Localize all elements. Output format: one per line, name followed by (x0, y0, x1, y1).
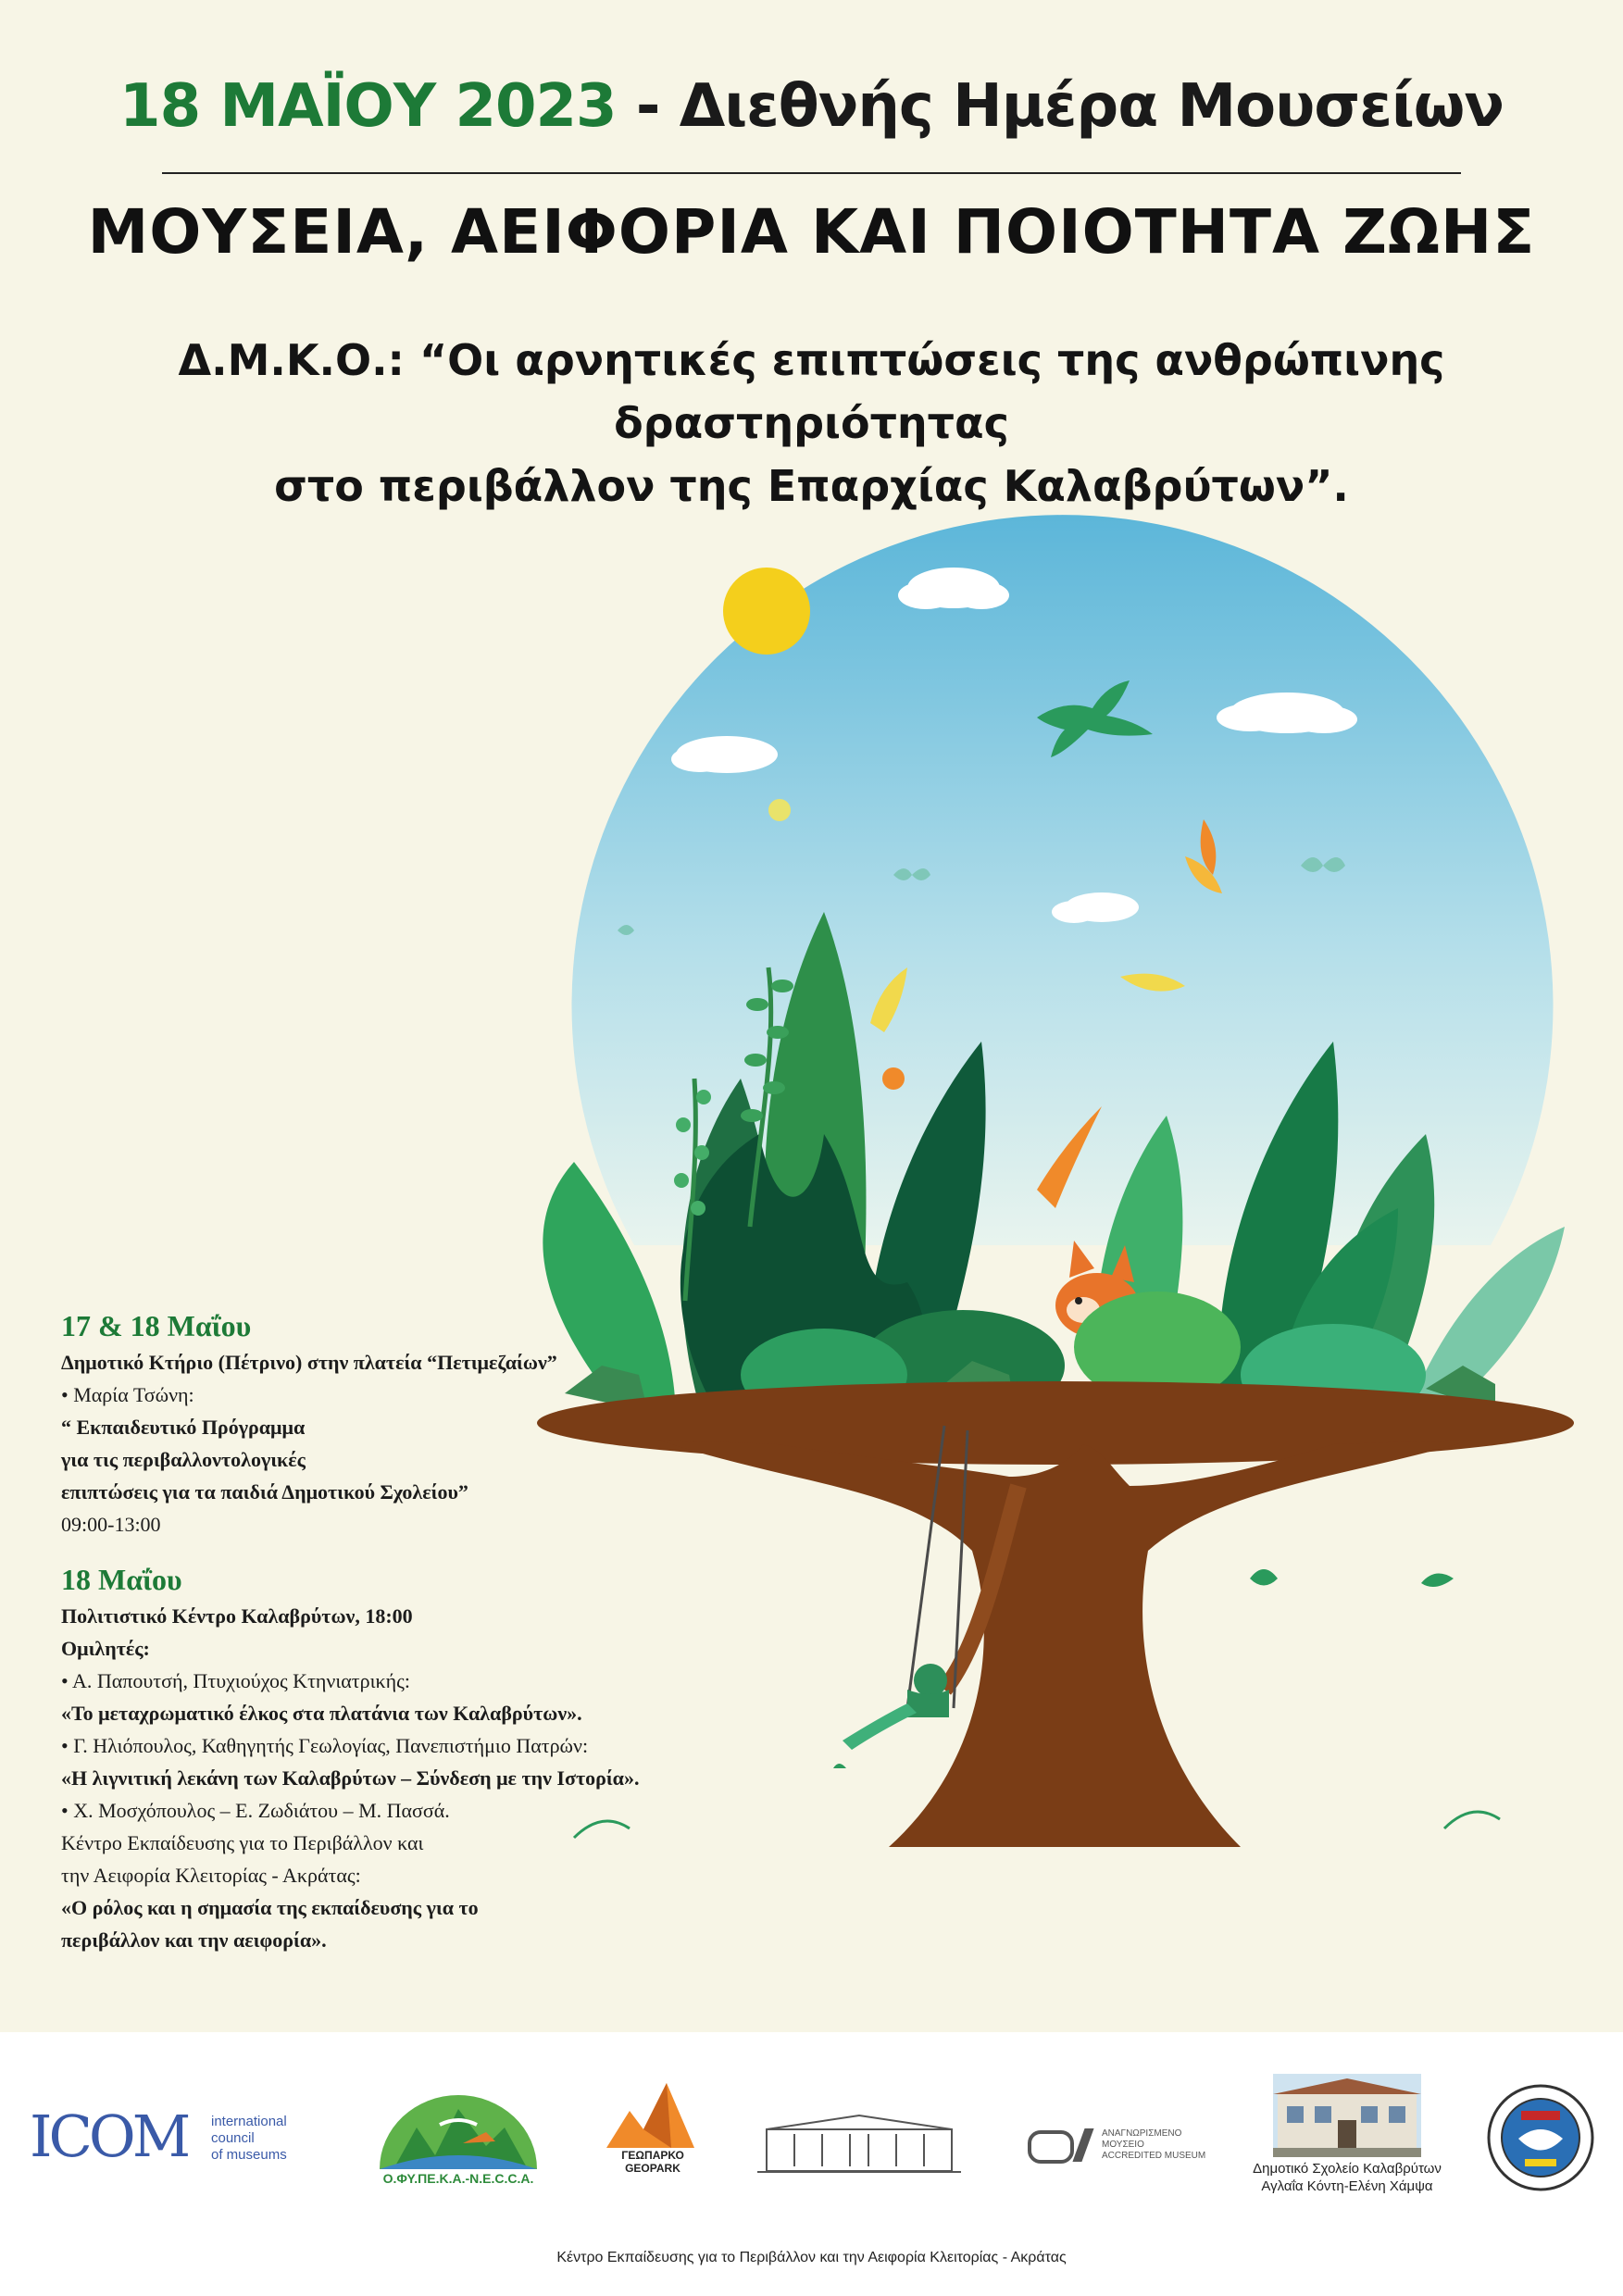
school-logo (1241, 2074, 1454, 2199)
geopark-label-gr: ΓΕΩΠΑΡΚΟ (621, 2149, 684, 2162)
sun-icon (723, 568, 810, 655)
section2-heading: 18 Μαΐου (61, 1563, 182, 1596)
section1-title-line1: “ Εκπαιδευτικό Πρόγραμμα (61, 1416, 306, 1439)
speaker-3: • Χ. Μοσχόπουλος – Ε. Ζωδιάτου – Μ. Πασσά. (61, 1799, 450, 1822)
ofypeka-label: Ο.ΦΥ.ΠΕ.Κ.Α.-Ν.Ε.C.C.A. (382, 2171, 534, 2186)
heading-divider (162, 172, 1461, 174)
section1-title-line3: επιπτώσεις για τα παιδιά Δημοτικού Σχολείου” (61, 1480, 468, 1504)
icom-logo (30, 2103, 307, 2171)
section1-heading: 17 & 18 Μαΐου (61, 1309, 252, 1342)
subtitle-line-2: στο περιβάλλον της Επαρχίας Καλαβρύτων”. (274, 461, 1349, 511)
child-on-swing-icon (843, 1664, 949, 1750)
icom-mark: ICOM (30, 2103, 188, 2170)
subtitle-line-1: Δ.Μ.Κ.Ο.: “Οι αρνητικές επιπτώσεις της ανθρώπινης δραστηριότητας (178, 335, 1445, 448)
leaf-icon (1250, 1569, 1278, 1586)
speakers-label: Ομιλητές: (61, 1637, 150, 1660)
program-schedule (61, 1305, 820, 1956)
geopark-logo (606, 2078, 699, 2190)
speaker-2: • Γ. Ηλιόπουλος, Καθηγητής Γεωλογίας, Πανεπιστήμιο Πατρών: (61, 1734, 589, 1757)
section1-time: 09:00-13:00 (61, 1513, 161, 1536)
accredited-museum-logo (1028, 2125, 1222, 2171)
section1-venue: Δημοτικό Κτήριο (Πέτρινο) στην πλατεία “Πετιμεζαίων” (61, 1351, 557, 1374)
speaker-3-org-line2: την Αειφορία Κλειτορίας - Ακράτας: (61, 1864, 361, 1887)
leaf-icon (833, 1764, 846, 1768)
ofypeka-emblem (375, 2088, 542, 2171)
talk-3-title-line1: «Ο ρόλος και η σημασία της εκπαίδευσης για το (61, 1896, 479, 1919)
icom-text-line2: council (211, 2130, 255, 2146)
bird-icon (1421, 1574, 1454, 1587)
museum-building-logo (757, 2111, 961, 2176)
icom-text-line1: international (211, 2114, 287, 2129)
accredited-museum-mark (1028, 2130, 1074, 2164)
school-name: Δημοτικό Σχολείο Καλαβρύτων (1253, 2161, 1442, 2177)
talk-2-title: «Η λιγνιτική λεκάνη των Καλαβρύτων – Σύνδεση με την Ιστορία». (61, 1766, 640, 1790)
event-date-heading (0, 72, 1623, 141)
section1-title-line2: για τις περιβαλλοντολογικές (61, 1448, 306, 1471)
event-date: 18 ΜΑΪΟΥ 2023 (119, 72, 617, 141)
talk-3-title-line2: περιβάλλον και την αειφορία». (61, 1928, 327, 1952)
school-photo (1273, 2074, 1421, 2157)
speaker-1: • Α. Παπουτσή, Πτυχιούχος Κτηνιατρικής: (61, 1669, 410, 1692)
event-name: - Διεθνής Ημέρα Μουσείων (616, 72, 1504, 141)
museum-label-gr: ΑΝΑΓΝΩΡΙΣΜΕΝΟ ΜΟΥΣΕΙΟ (1102, 2128, 1182, 2150)
section2-venue: Πολιτιστικό Κέντρο Καλαβρύτων, 18:00 (61, 1604, 413, 1628)
geopark-emblem (606, 2078, 699, 2148)
credit-line: Κέντρο Εκπαίδευσης για το Περιβάλλον και την Αειφορία Κλειτορίας - Ακράτας (556, 2250, 1067, 2265)
accredited-museum-stripes (1072, 2128, 1093, 2162)
school-dedication: Αγλαΐα Κόντη-Ελένη Χάμψα (1261, 2178, 1433, 2194)
talk-1-title: «Το μεταχρωματικό έλκος στα πλατάνια των Καλαβρύτων». (61, 1702, 582, 1725)
geopark-label-en: GEOPARK (625, 2162, 680, 2175)
ofypeka-logo (375, 2088, 542, 2190)
association-seal-logo (1486, 2083, 1595, 2192)
speaker-3-org-line1: Κέντρο Εκπαίδευσης για το Περιβάλλον και (61, 1831, 424, 1854)
section1-speaker: • Μαρία Τσώνη: (61, 1383, 194, 1406)
icom-text-line3: of museums (211, 2147, 287, 2163)
museum-label-en: ACCREDITED MUSEUM (1102, 2151, 1206, 2161)
poster-title: ΜΟΥΣΕΙΑ, ΑΕΙΦΟΡΙΑ ΚΑΙ ΠΟΙΟΤΗΤΑ ΖΩΗΣ (87, 196, 1536, 268)
